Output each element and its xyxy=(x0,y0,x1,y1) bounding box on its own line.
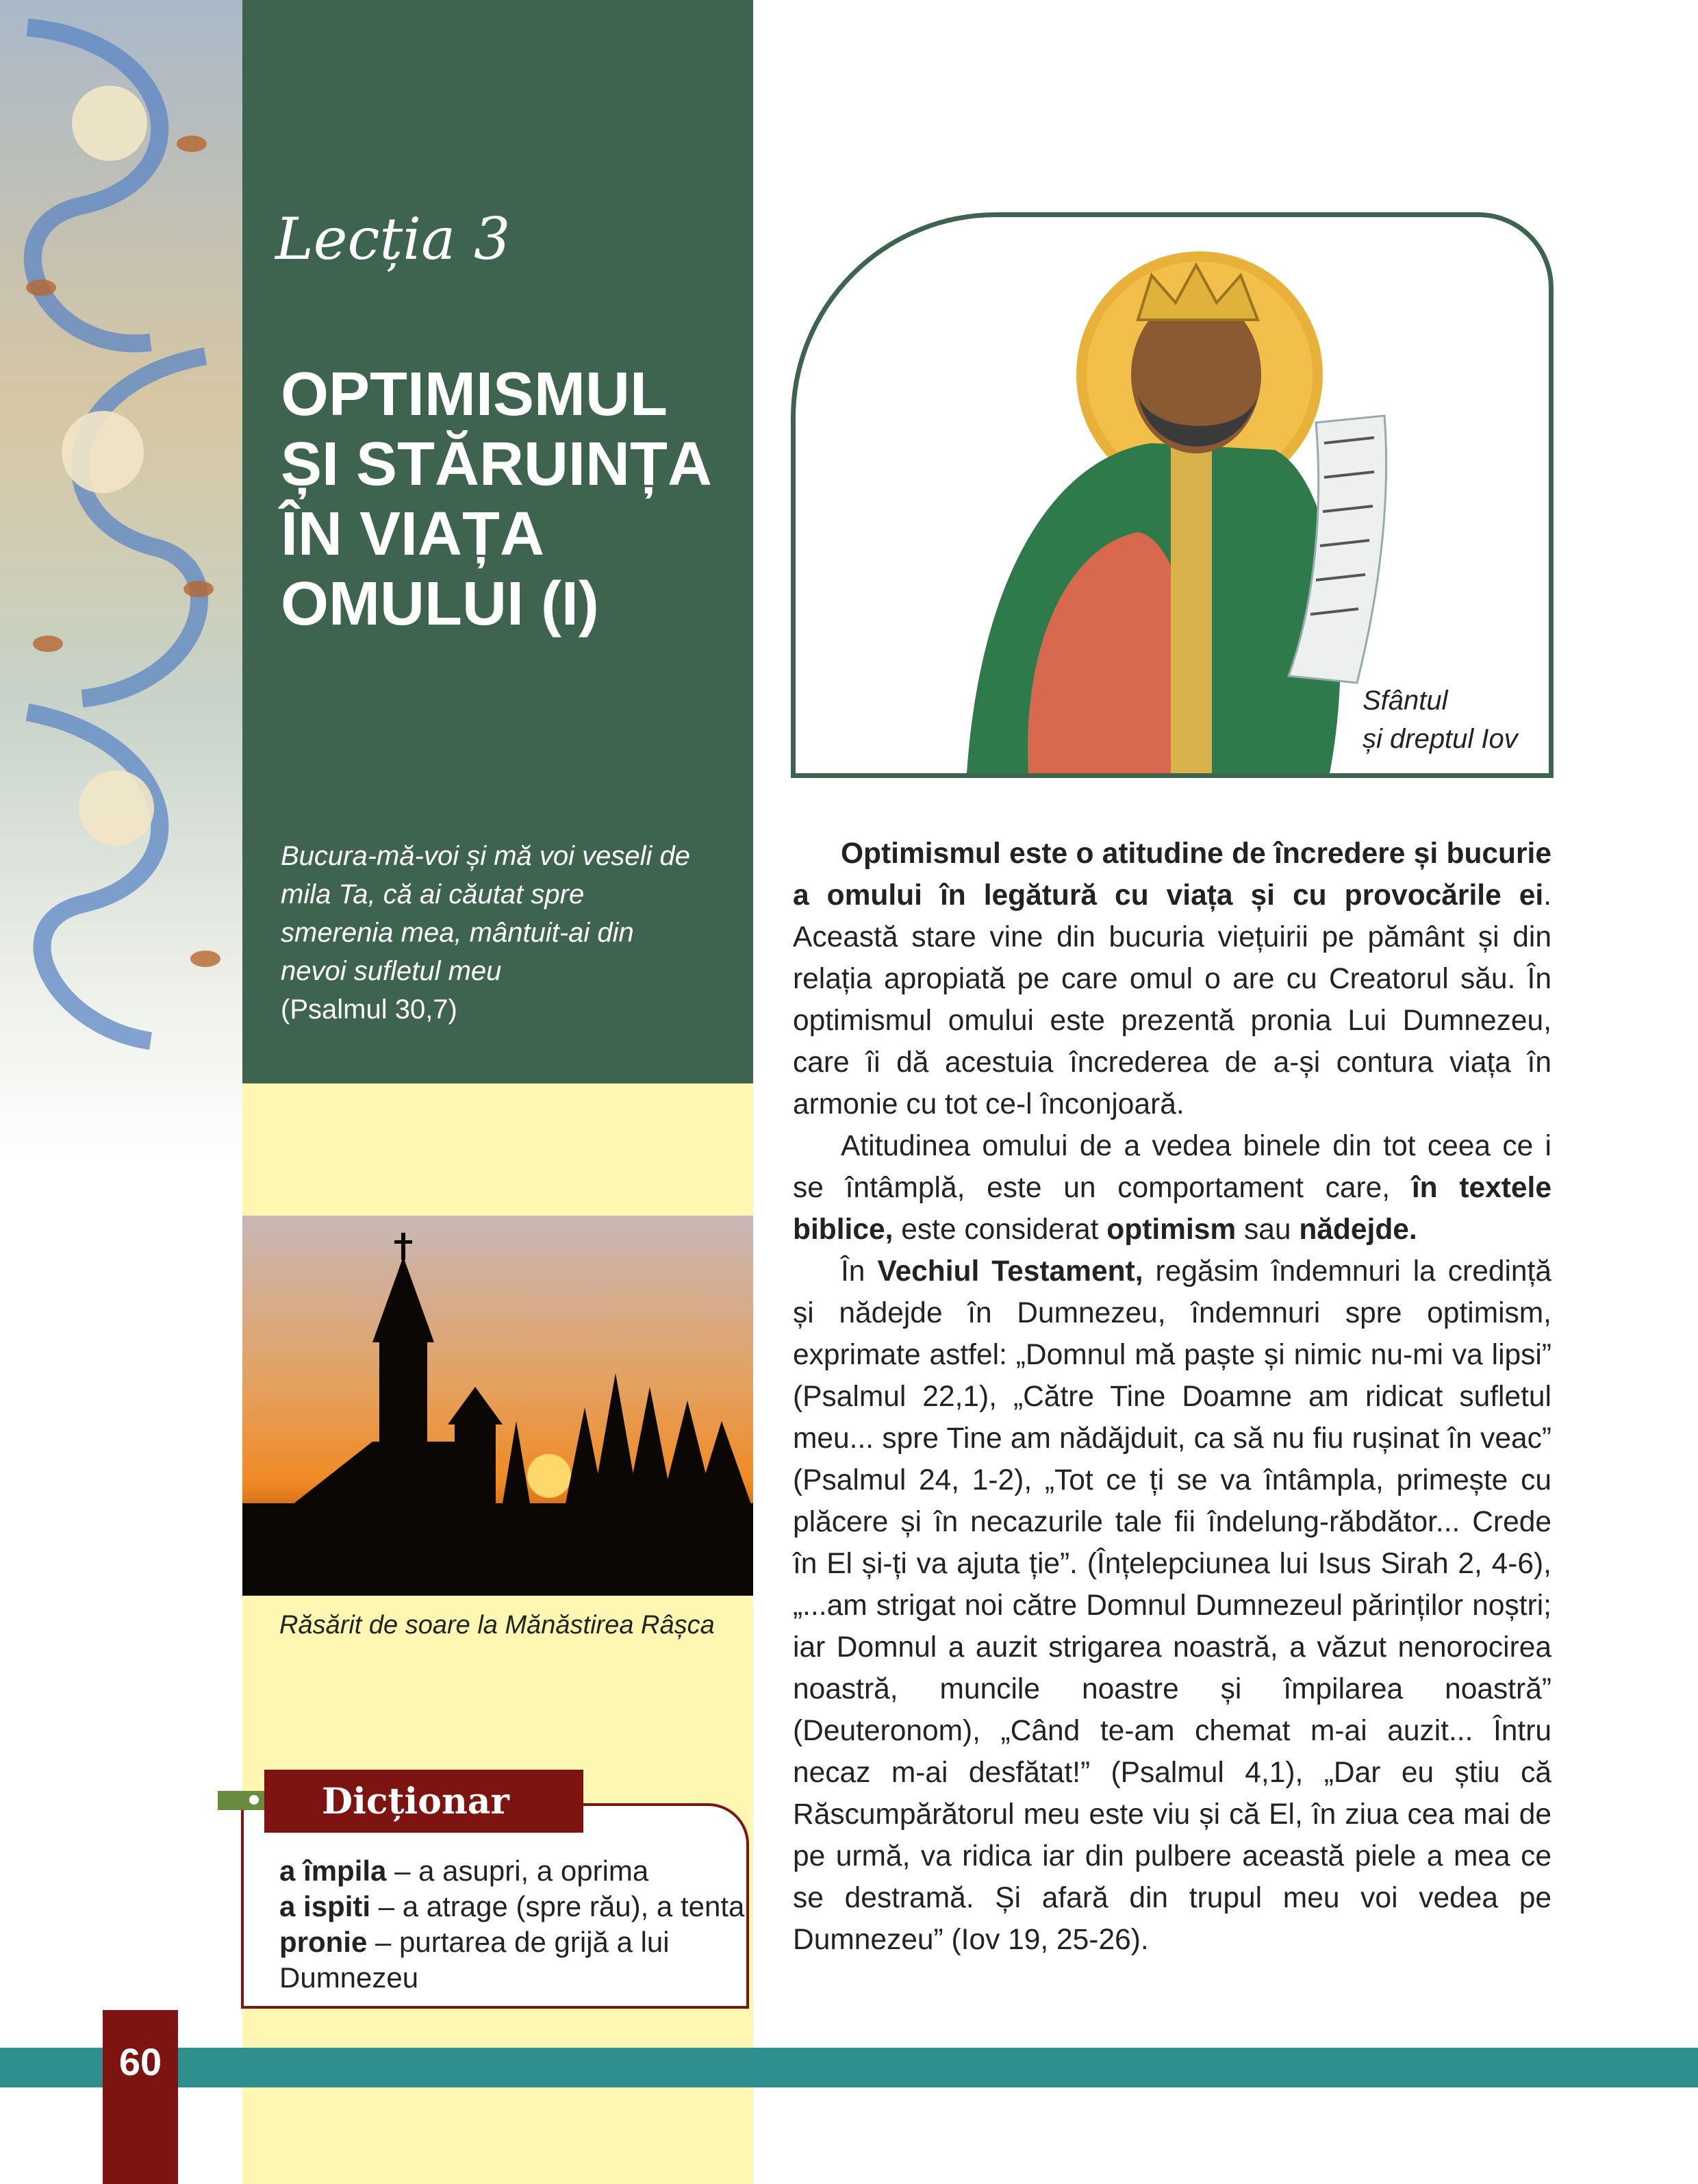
dictionary-term: pronie xyxy=(279,1926,368,1958)
icon-caption: Sfântul și dreptul Iov xyxy=(1363,686,1518,754)
psalm-quote xyxy=(281,837,719,1029)
dictionary-definition: – purtarea de grijă a lui Dumnezeu xyxy=(279,1926,670,1994)
paragraph-text: este considerat xyxy=(893,1214,1107,1246)
bold-text: nădejde. xyxy=(1299,1214,1417,1246)
paragraph-text: . Această stare vine din bucuria viețuirii pe pământ și din relația apropiată pe care omul o are cu Creatorul său. În optimismul omului este prezentă pronia Lui Dumnezeu, care îi dă acestuia încrederea de a-și contura viața în armonie cu tot ce-l înconjoară. xyxy=(793,879,1551,1120)
dictionary-entry xyxy=(279,1924,745,1996)
footer-bar xyxy=(0,2048,1698,2087)
paragraph-text: sau xyxy=(1236,1214,1300,1246)
lesson-number: Lecția 3 xyxy=(275,205,511,273)
page-number: 60 xyxy=(118,2040,162,2083)
dictionary-tab-marker xyxy=(218,1791,264,1810)
monastery-sunset-photo xyxy=(242,1216,753,1596)
photo-caption: Răsărit de soare la Mănăstirea Râșca xyxy=(279,1611,715,1640)
paragraph-1 xyxy=(793,833,1551,1125)
bold-text: în textele biblice, xyxy=(793,1172,1551,1246)
paragraph-text: Atitudinea omului de a vedea binele din tot ceea ce i se întâmplă, este un comportament care, xyxy=(793,1130,1551,1204)
paragraph-text: regăsim îndemnuri la credință și nădejde în Dumnezeu, îndemnuri spre optimism, exprimate astfel: „Domnul mă paște și nimic nu-mi va lipsi” (Psalmul 22,1), „Către Tine Doamne am ridicat sufletul meu... spre Tine am nădăjduit, ca să nu fiu rușinat în veac” (Psalmul 24, 1-2), „Tot ce ți se va întâmpla, primește cu plăcere și în necazurile tale fii îndelung-răbdător... Crede în El și-ți va ajuta ție”. (Înțelepciunea lui Isus Sirah 2, 4-6), „...am strigat noi către Domnul Dumnezeul părinților noștri; iar Domnul a auzit strigarea noastră, a văzut nenorocirea noastră, muncile noastre și împilarea noastră” (Deuteronom), „Când te-am chemat m-ai auzit... Întru necaz m-ai desfătat!” (Psalmul 4,1), „Dar eu știu că Răscumpărătorul meu este viu și că El, în ziua cea mai de pe urmă, va ridica iar din pulbere această piele a mea ce se destramă. Și afară din trupul meu voi vedea pe Dumnezeu” (Iov 19, 25-26). xyxy=(793,1255,1551,1956)
dictionary-entry xyxy=(279,1889,745,1924)
paragraph-2 xyxy=(793,1125,1551,1251)
bold-text: Vechiul Testament, xyxy=(877,1255,1143,1288)
dictionary-title: Dicționar xyxy=(322,1781,509,1822)
ornament-pattern xyxy=(0,0,242,1164)
paragraph-3 xyxy=(793,1251,1551,1961)
lesson-title: OPTIMISMUL ȘI STĂRUINȚA ÎN VIAȚA OMULUI (I) xyxy=(281,360,712,638)
decorative-ornament-strip xyxy=(0,0,242,1164)
monastery-silhouette xyxy=(242,1216,753,1596)
dictionary-term: a împila xyxy=(279,1855,387,1887)
dictionary-entries xyxy=(279,1853,745,1996)
dictionary-term: a ispiti xyxy=(279,1890,371,1922)
dictionary-entry xyxy=(279,1853,745,1889)
quote-text: Bucura-mă-voi și mă voi veseli de mila Ta, că ai căutat spre smerenia mea, mântuit-ai din nevoi sufletul meu xyxy=(281,841,690,986)
page-number-tab xyxy=(103,2010,178,2184)
dictionary-definition: – a atrage (spre rău), a tenta xyxy=(370,1890,745,1922)
dictionary-definition: – a asupri, a oprima xyxy=(386,1855,649,1887)
lesson-body-text xyxy=(793,833,1551,1961)
bold-text: optimism xyxy=(1106,1214,1237,1246)
bold-text: Optimismul este o atitudine de încredere și bucurie a omului în legătură cu viața și cu provocările ei xyxy=(793,838,1551,912)
quote-reference: (Psalmul 30,7) xyxy=(281,994,457,1025)
paragraph-text: În xyxy=(841,1255,878,1288)
